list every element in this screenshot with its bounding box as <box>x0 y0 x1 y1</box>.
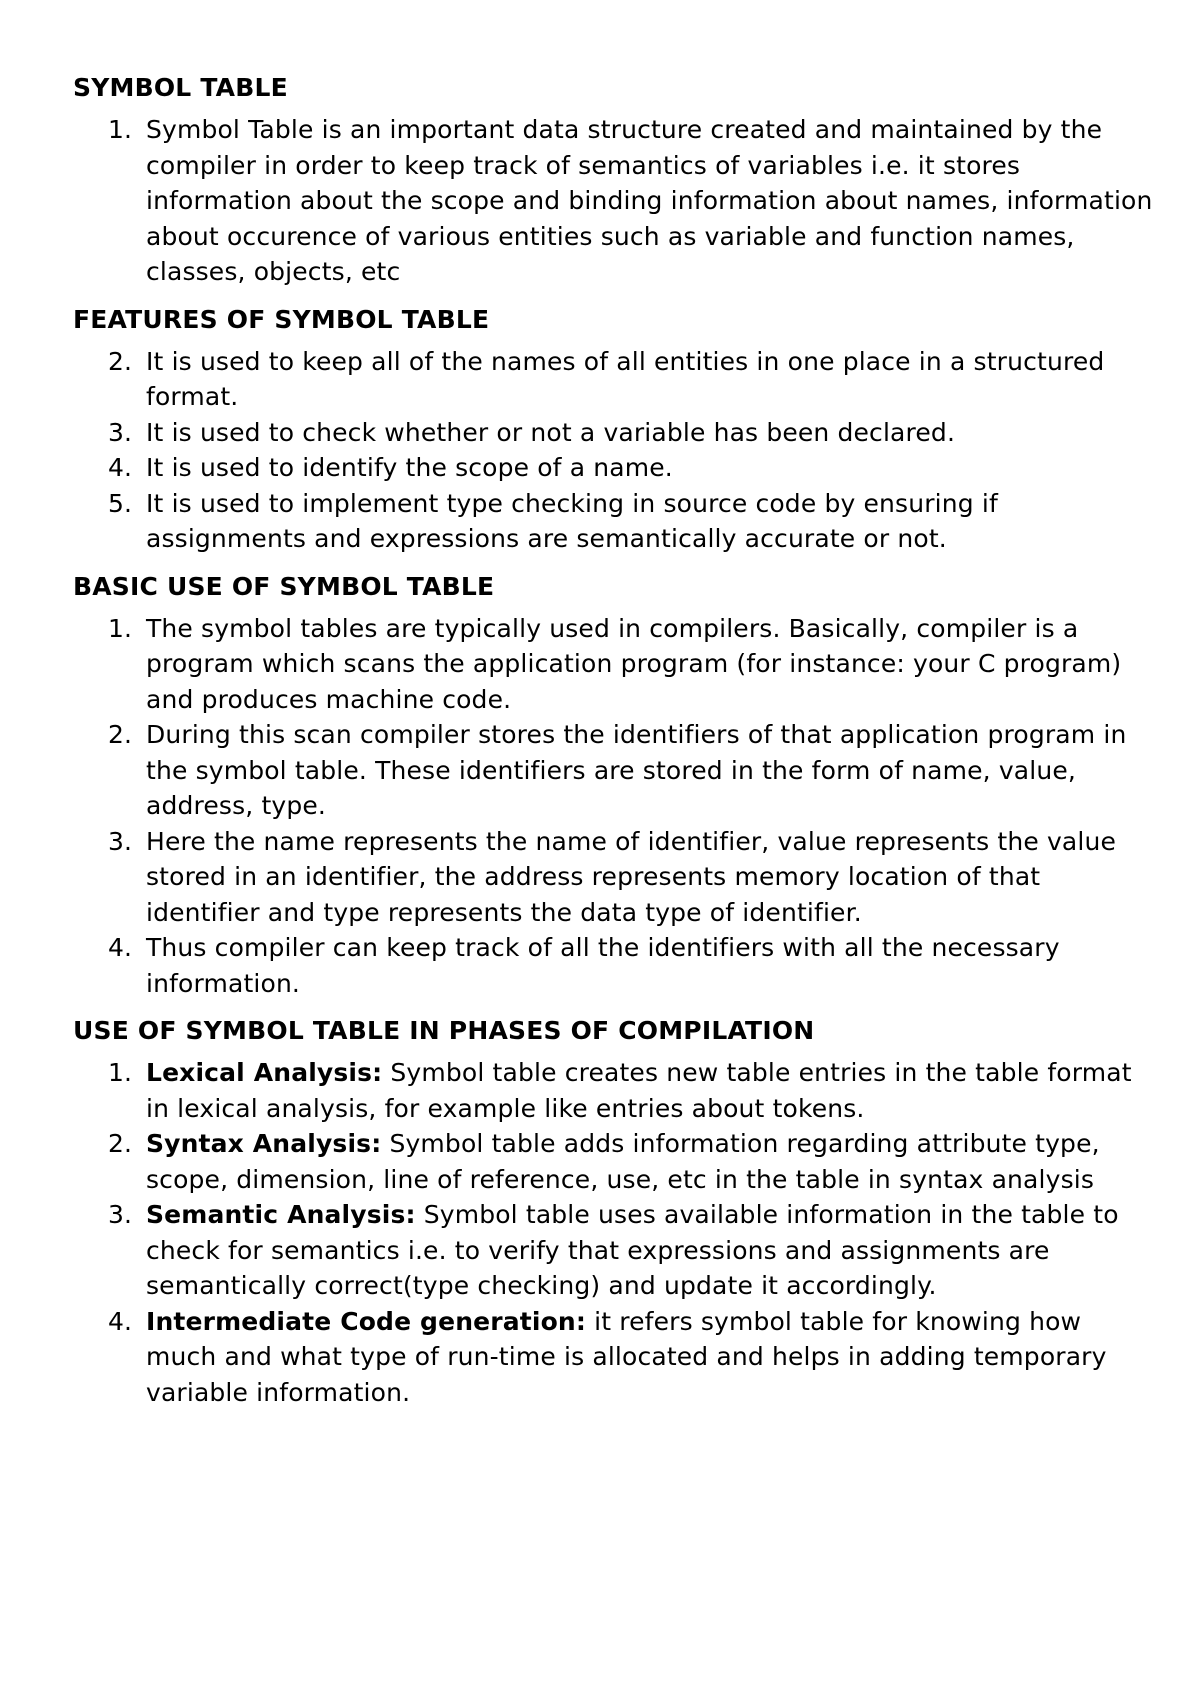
list-number: 1. <box>108 613 133 643</box>
list-number: 2. <box>108 720 133 749</box>
list-item <box>73 930 1153 1001</box>
list-item-label: Semantic Analysis: <box>146 1200 416 1229</box>
list-item-text: Symbol Table is an important data structure created and maintained by the compiler in order to keep track of semantics of variables i.e. it stores information about the scope and binding information about names, information about occurence of various entities such as variable and function names, classes, objects, etc <box>146 115 1153 286</box>
list-item <box>73 1304 1153 1411</box>
list-number: 3. <box>108 1200 133 1229</box>
list-item-text: It is used to implement type checking in source code by ensuring if assignments and expressions are semantically accurate or not. <box>146 488 998 553</box>
list-item-text: Symbol table adds information regarding attribute type, scope, dimension, line of reference, use, etc in the table in syntax analysis <box>146 1129 1100 1194</box>
list-item <box>73 112 1153 290</box>
list-item <box>73 611 1153 718</box>
section-list <box>73 344 1153 557</box>
section-heading: USE OF SYMBOL TABLE IN PHASES OF COMPILATION <box>73 1016 815 1045</box>
list-item-text: It is used to keep all of the names of all entities in one place in a structured format. <box>146 346 1105 411</box>
section-list <box>73 112 1153 290</box>
list-number: 4. <box>108 933 133 962</box>
section-list <box>73 1055 1153 1410</box>
section-features <box>73 302 1153 557</box>
list-item-label: Intermediate Code generation: <box>146 1306 587 1336</box>
list-number: 3. <box>108 417 133 447</box>
section-list <box>73 611 1153 1002</box>
list-number: 5. <box>108 488 133 518</box>
section-symbol-table <box>73 70 1153 290</box>
list-number: 1. <box>108 115 133 144</box>
list-item <box>73 486 1153 557</box>
section-heading: BASIC USE OF SYMBOL TABLE <box>73 571 495 601</box>
list-item-text: it refers symbol table for knowing how much and what type of run-time is allocated and helps in adding temporary variable information. <box>146 1306 1107 1407</box>
list-item-text: Symbol table uses available information in the table to check for semantics i.e. to verify that expressions and assignments are semantically correct(type checking) and update it accordingly. <box>146 1200 1119 1300</box>
list-number: 4. <box>108 453 133 482</box>
list-item <box>73 1055 1153 1126</box>
list-number: 2. <box>108 346 133 376</box>
list-item <box>73 717 1153 824</box>
list-number: 1. <box>108 1058 133 1087</box>
list-item <box>73 415 1153 451</box>
section-phases-of-compilation <box>73 1013 1153 1410</box>
list-item-text: Symbol table creates new table entries in the table format in lexical analysis, for example like entries about tokens. <box>146 1058 1132 1123</box>
list-item-label: Syntax Analysis: <box>146 1129 382 1158</box>
list-item <box>73 1197 1153 1304</box>
list-item <box>73 450 1153 486</box>
list-number: 4. <box>108 1306 133 1336</box>
list-item-text: It is used to identify the scope of a name. <box>146 453 673 482</box>
list-item-label: Lexical Analysis: <box>146 1058 383 1087</box>
list-item-text: It is used to check whether or not a variable has been declared. <box>146 417 956 447</box>
list-number: 3. <box>108 826 133 856</box>
section-heading: FEATURES OF SYMBOL TABLE <box>73 304 490 334</box>
list-item <box>73 344 1153 415</box>
list-item <box>73 1126 1153 1197</box>
section-heading: SYMBOL TABLE <box>73 73 288 102</box>
list-item-text: During this scan compiler stores the identifiers of that application program in the symbol table. These identifiers are stored in the form of name, value, address, type. <box>146 720 1127 820</box>
document-page <box>73 70 1153 1422</box>
list-item-text: The symbol tables are typically used in compilers. Basically, compiler is a program which scans the application program (for instance: your C program) and produces machine code. <box>146 613 1122 714</box>
list-item-text: Here the name represents the name of identifier, value represents the value stored in an identifier, the address represents memory location of that identifier and type represents the data type of identifier. <box>146 826 1116 927</box>
list-number: 2. <box>108 1129 133 1158</box>
list-item-text: Thus compiler can keep track of all the identifiers with all the necessary information. <box>146 933 1060 998</box>
section-basic-use <box>73 569 1153 1002</box>
list-item <box>73 824 1153 931</box>
